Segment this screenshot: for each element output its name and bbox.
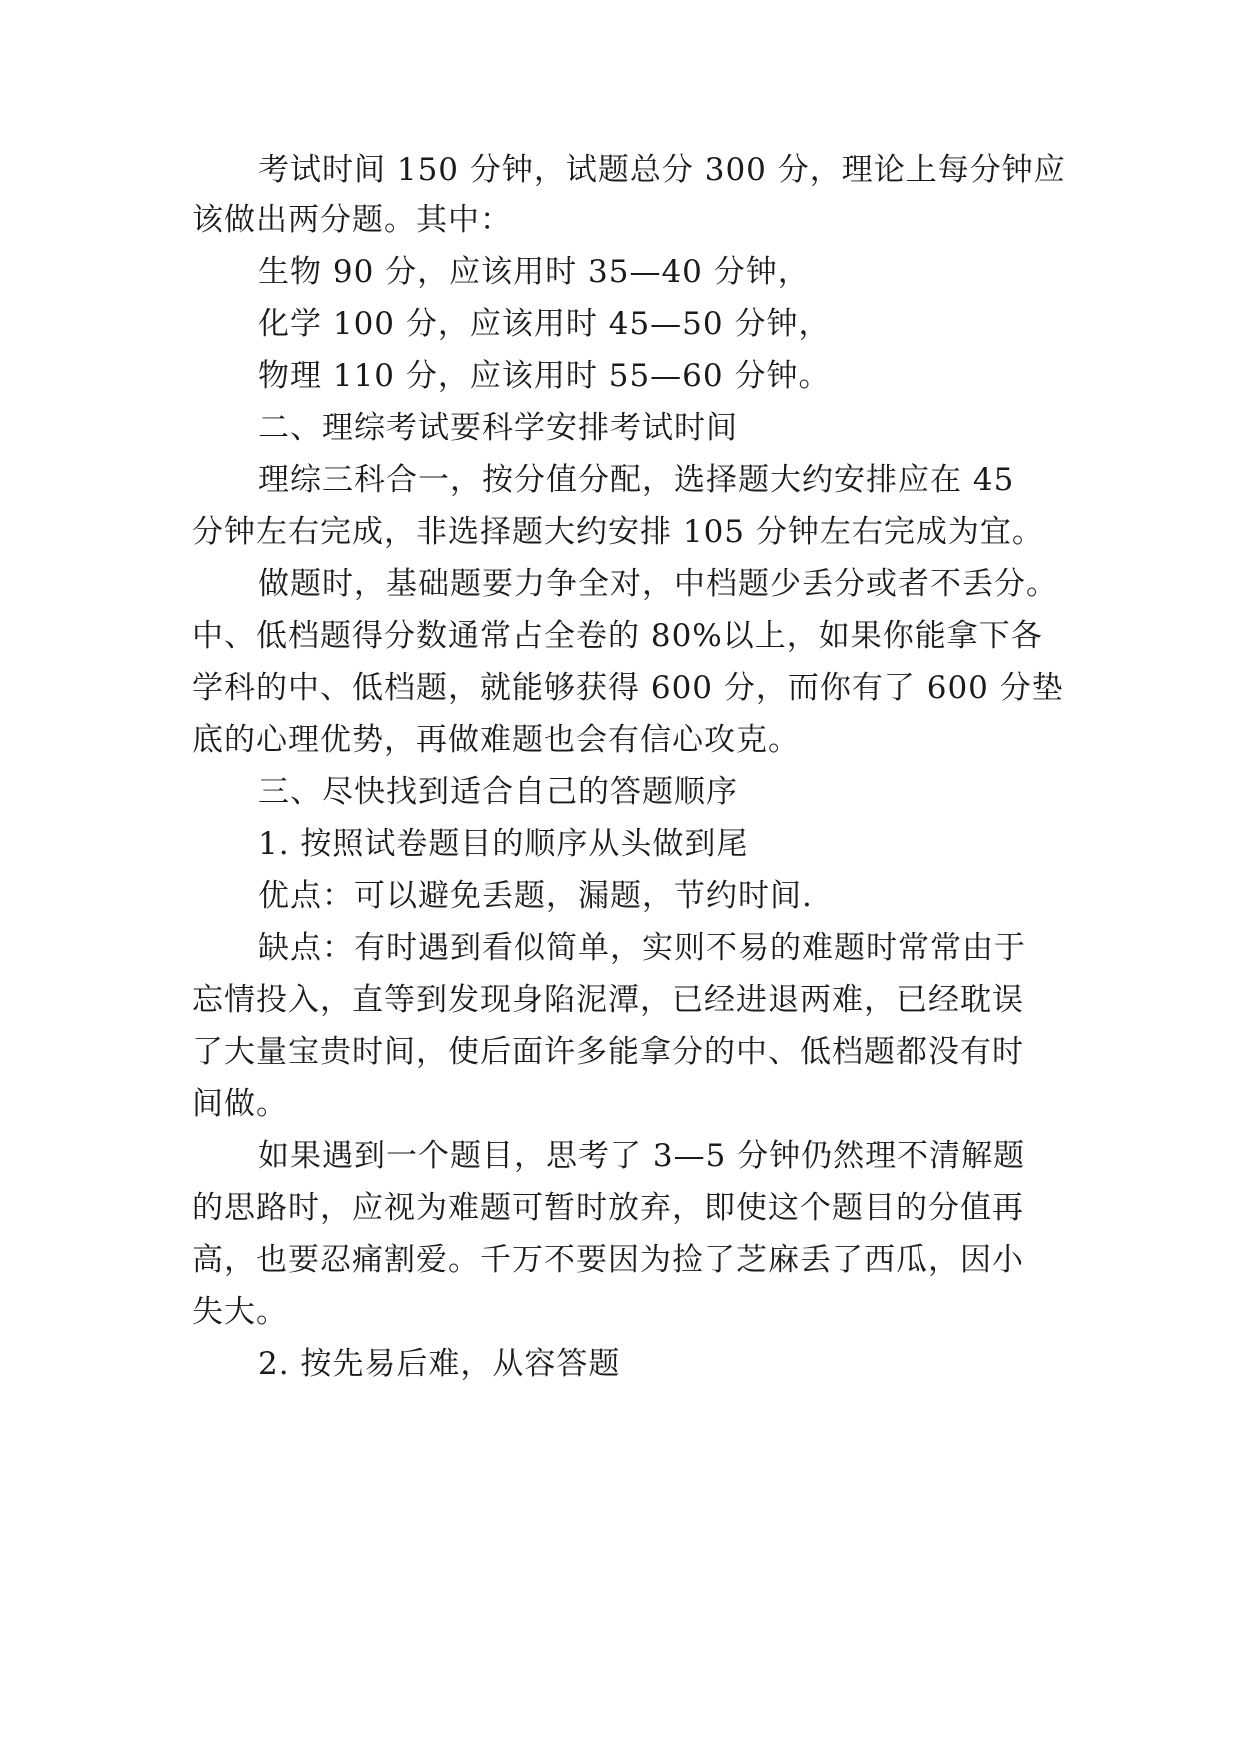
paragraph-line: 生物 90 分，应该用时 35—40 分钟， — [258, 254, 810, 290]
paragraph-line: 缺点：有时遇到看似简单，实则不易的难题时常常由于 — [258, 930, 1026, 966]
section-heading: 三、尽快找到适合自己的答题顺序 — [258, 774, 738, 810]
paragraph-line: 忘情投入，直等到发现身陷泥潭，已经进退两难，已经耽误 — [192, 982, 1024, 1018]
paragraph-line: 物理 110 分，应该用时 55—60 分钟。 — [258, 358, 831, 394]
paragraph-line: 间做。 — [192, 1086, 288, 1122]
paragraph-line: 的思路时，应视为难题可暂时放弃，即使这个题目的分值再 — [192, 1190, 1024, 1226]
paragraph-line: 学科的中、低档题，就能够获得 600 分，而你有了 600 分垫 — [192, 670, 1064, 706]
paragraph-line: 中、低档题得分数通常占全卷的 80%以上，如果你能拿下各 — [192, 618, 1043, 654]
paragraph-line: 优点：可以避免丢题，漏题，节约时间. — [258, 878, 813, 914]
paragraph-line: 了大量宝贵时间，使后面许多能拿分的中、低档题都没有时 — [192, 1034, 1024, 1070]
paragraph-line: 高，也要忍痛割爱。千万不要因为捡了芝麻丢了西瓜，因小 — [192, 1242, 1024, 1278]
paragraph-line: 分钟左右完成，非选择题大约安排 105 分钟左右完成为宜。 — [192, 514, 1044, 550]
paragraph-line: 该做出两分题。其中： — [192, 202, 512, 238]
paragraph-line: 做题时，基础题要力争全对，中档题少丢分或者不丢分。 — [258, 566, 1058, 602]
paragraph-line: 如果遇到一个题目，思考了 3—5 分钟仍然理不清解题 — [258, 1138, 1026, 1174]
paragraph-line: 底的心理优势，再做难题也会有信心攻克。 — [192, 722, 800, 758]
paragraph-line: 考试时间 150 分钟，试题总分 300 分，理论上每分钟应 — [258, 152, 1066, 188]
paragraph-line: 化学 100 分，应该用时 45—50 分钟， — [258, 306, 831, 342]
paragraph-line: 理综三科合一，按分值分配，选择题大约安排应在 45 — [258, 462, 1015, 498]
paragraph-line: 失大。 — [192, 1294, 288, 1330]
section-heading: 二、理综考试要科学安排考试时间 — [258, 410, 738, 446]
subsection-heading: 2. 按先易后难，从容答题 — [258, 1346, 621, 1382]
subsection-heading: 1. 按照试卷题目的顺序从头做到尾 — [258, 826, 749, 862]
